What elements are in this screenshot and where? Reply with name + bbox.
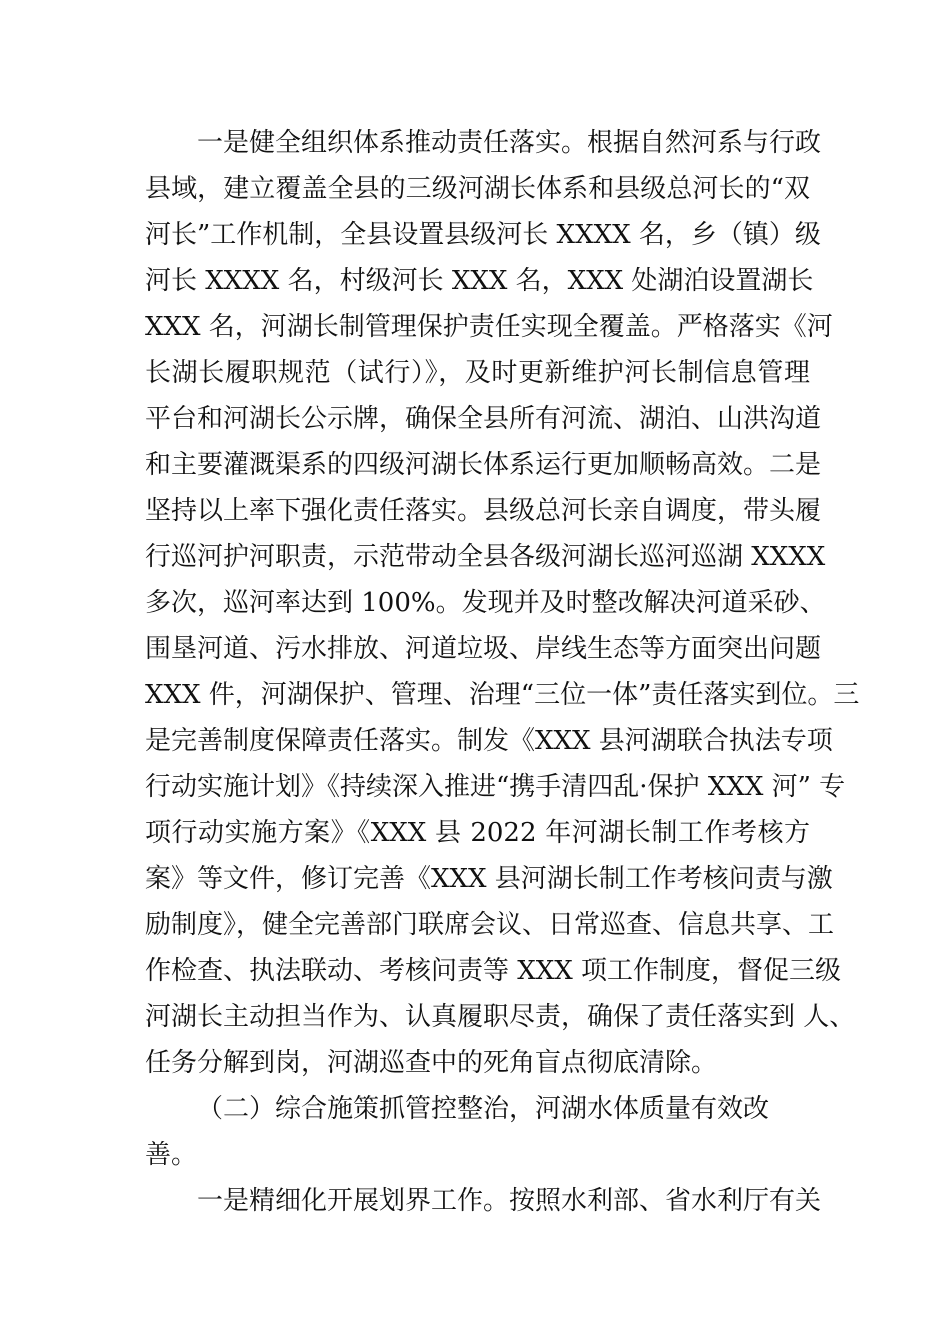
paragraph-1-line: 平台和河湖长公示牌，确保全县所有河流、湖泊、山洪沟道 bbox=[145, 404, 822, 434]
paragraph-1-line: 作检查、执法联动、考核问责等 XXX 项工作制度，督促三级 bbox=[145, 956, 842, 986]
paragraph-1-line: 案》等文件，修订完善《XXX 县河湖长制工作考核问责与激 bbox=[145, 864, 833, 894]
paragraph-1-line: XXX 件，河湖保护、管理、治理“三位一体”责任落实到位。三 bbox=[145, 680, 860, 710]
paragraph-2-line: 一是精细化开展划界工作。按照水利部、省水利厅有关 bbox=[197, 1186, 822, 1216]
paragraph-1-line: 河长”工作机制，全县设置县级河长 XXXX 名，乡（镇）级 bbox=[145, 220, 821, 250]
paragraph-1-last-line: 任务分解到岗，河湖巡查中的死角盲点彻底清除。 bbox=[145, 1048, 718, 1078]
paragraph-1-line: 项行动实施方案》《XXX 县 2022 年河湖长制工作考核方 bbox=[145, 818, 810, 848]
paragraph-1-line: 围垦河道、污水排放、河道垃圾、岸线生态等方面突出问题 bbox=[145, 634, 822, 664]
paragraph-1-line: 一是健全组织体系推动责任落实。根据自然河系与行政 bbox=[197, 128, 822, 158]
paragraph-1-line: 县域，建立覆盖全县的三级河湖长体系和县级总河长的“双 bbox=[145, 174, 810, 204]
paragraph-1-line: 行巡河护河职责，示范带动全县各级河湖长巡河巡湖 XXXX bbox=[145, 542, 826, 572]
section-heading-line: 善。 bbox=[145, 1140, 198, 1170]
paragraph-1-line: 河湖长主动担当作为、认真履职尽责，确保了责任落实到 人、 bbox=[145, 1002, 856, 1032]
paragraph-1-line: 和主要灌溉渠系的四级河湖长体系运行更加顺畅高效。二是 bbox=[145, 450, 822, 480]
paragraph-1-line: 是完善制度保障责任落实。制发《XXX 县河湖联合执法专项 bbox=[145, 726, 833, 756]
paragraph-1-line: 坚持以上率下强化责任落实。县级总河长亲自调度，带头履 bbox=[145, 496, 822, 526]
section-heading-line: （二）综合施策抓管控整治，河湖水体质量有效改 bbox=[197, 1094, 770, 1124]
paragraph-1-line: 励制度》，健全完善部门联席会议、日常巡查、信息共享、工 bbox=[145, 910, 835, 940]
paragraph-1-line: 行动实施计划》《持续深入推进“携手清四乱·保护 XXX 河” 专 bbox=[145, 772, 846, 802]
paragraph-1-line: XXX 名，河湖长制管理保护责任实现全覆盖。严格落实《河 bbox=[145, 312, 833, 342]
paragraph-1-line: 长湖长履职规范（试行）》，及时更新维护河长制信息管理 bbox=[145, 358, 810, 388]
paragraph-1-line: 多次，巡河率达到 100%。发现并及时整改解决河道采砂、 bbox=[145, 588, 826, 618]
paragraph-1-line: 河长 XXXX 名，村级河长 XXX 名，XXX 处湖泊设置湖长 bbox=[145, 266, 814, 296]
